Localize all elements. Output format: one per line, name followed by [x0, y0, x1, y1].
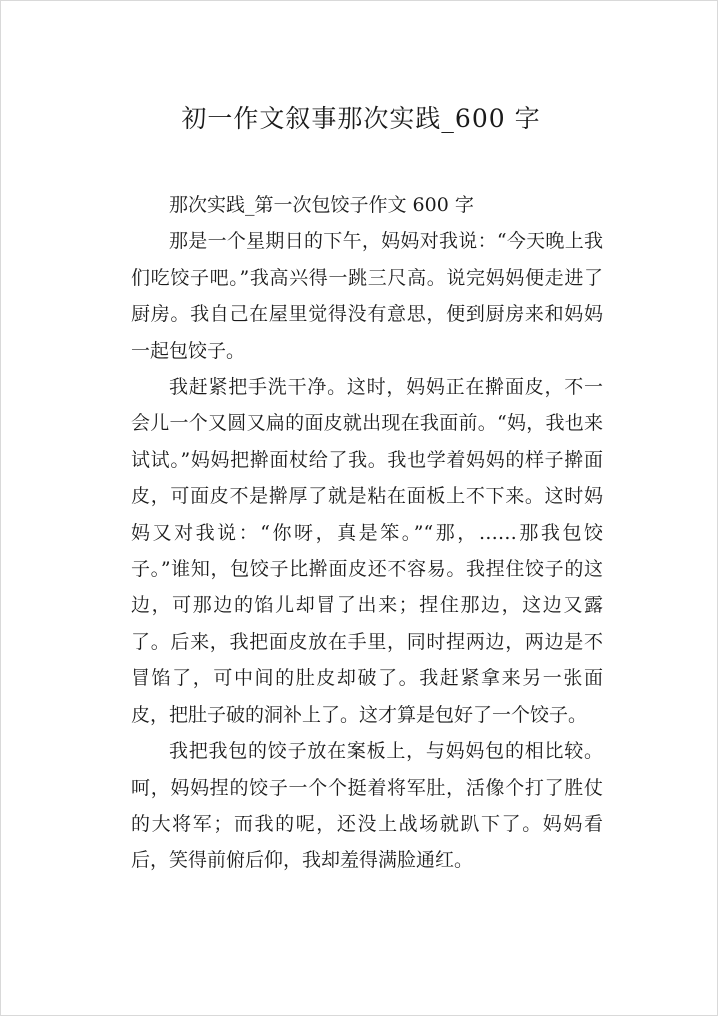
document-body: [131, 187, 603, 879]
subtitle-paragraph: 那次实践_第一次包饺子作文 600 字: [169, 194, 474, 216]
body-paragraph: 那是一个星期日的下午，妈妈对我说：“今天晚上我们吃饺子吧。”我高兴得一跳三尺高。说完妈妈便走进了厨房。我自己在屋里觉得没有意思，便到厨房来和妈妈一起包饺子。: [131, 230, 603, 362]
document-title: 初一作文叙事那次实践_600 字: [181, 104, 541, 133]
body-paragraph: 我把我包的饺子放在案板上，与妈妈包的相比较。呵，妈妈捏的饺子一个个挺着将军肚，活像个打了胜仗的大将军；而我的呢，还没上战场就趴下了。妈妈看后，笑得前俯后仰，我却羞得满脸通红。: [131, 740, 603, 872]
body-paragraph: 我赶紧把手洗干净。这时，妈妈正在擀面皮，不一会儿一个又圆又扁的面皮就出现在我面前。“妈，我也来试试。”妈妈把擀面杖给了我。我也学着妈妈的样子擀面皮，可面皮不是擀厚了就是粘在面板上不下来。这时妈妈又对我说：“你呀，真是笨。”“那，……那我包饺子。”谁知，包饺子比擀面皮还不容易。我捏住饺子的这边，可那边的馅儿却冒了出来；捏住那边，这边又露了。后来，我把面皮放在手里，同时捏两边，两边是不冒馅了，可中间的肚皮却破了。我赶紧拿来另一张面皮，把肚子破的洞补上了。这才算是包好了一个饺子。: [131, 376, 603, 726]
